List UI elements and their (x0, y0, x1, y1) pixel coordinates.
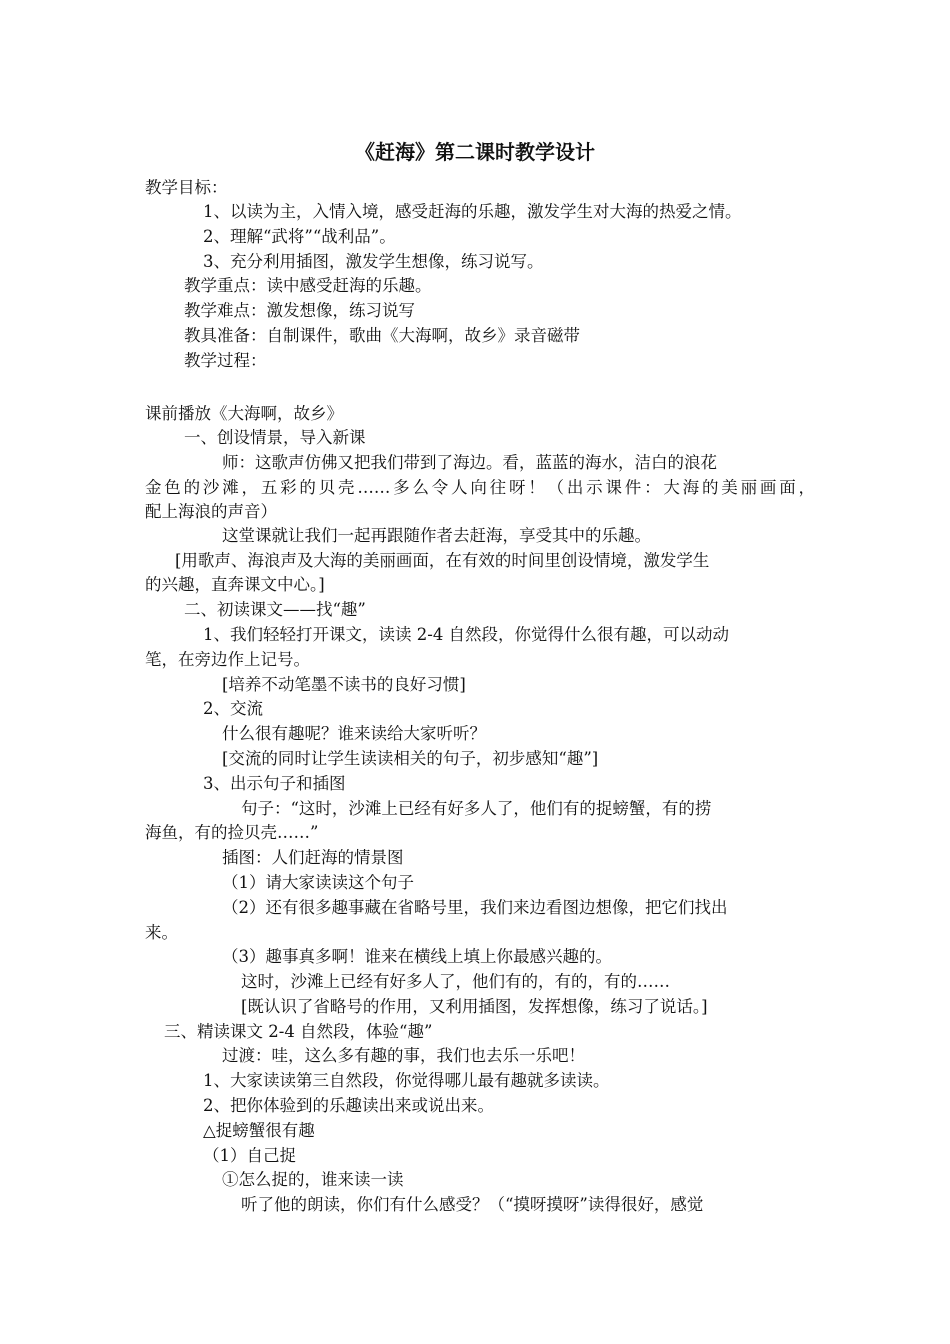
text-line: 这堂课就让我们一起再跟随作者去赶海，享受其中的乐趣。 (222, 526, 651, 545)
text-line: 课前播放《大海啊，故乡》 (145, 404, 343, 423)
text-line: 2、把你体验到的乐趣读出来或说出来。 (203, 1096, 494, 1115)
text-line: [用歌声、海浪声及大海的美丽画面，在有效的时间里创设情境，激发学生 (175, 551, 710, 570)
text-line: 一、创设情景，导入新课 (184, 428, 366, 447)
text-line: 金色的沙滩，五彩的贝壳……多么令人向往呀！（出示课件：大海的美丽画面， (145, 478, 815, 497)
text-line: （2）还有很多趣事藏在省略号里，我们来边看图边想像，把它们找出 (222, 898, 728, 917)
text-line: 1、大家读读第三自然段，你觉得哪儿最有趣就多读读。 (203, 1071, 610, 1090)
document-title: 《赶海》第二课时教学设计 (355, 140, 595, 164)
text-line: （3）趣事真多啊！谁来在横线上填上你最感兴趣的。 (222, 947, 612, 966)
text-line: 教具准备：自制课件，歌曲《大海啊，故乡》录音磁带 (184, 326, 580, 345)
text-line: [既认识了省略号的作用，又利用插图，发挥想像，练习了说话。] (241, 997, 708, 1016)
text-line: 1、以读为主，入情入境，感受赶海的乐趣，激发学生对大海的热爱之情。 (203, 202, 742, 221)
text-line: 听了他的朗读，你们有什么感受？（“摸呀摸呀”读得很好，感觉 (241, 1195, 704, 1214)
text-line: 教学目标： (145, 178, 228, 197)
text-line: 插图：人们赶海的情景图 (222, 848, 404, 867)
text-line: （1）自己捉 (203, 1146, 296, 1165)
text-line: 2、理解“武将”“战利品”。 (203, 227, 396, 246)
text-line: 教学重点：读中感受赶海的乐趣。 (184, 276, 432, 295)
text-line: 师：这歌声仿佛又把我们带到了海边。看，蓝蓝的海水，洁白的浪花 (222, 453, 717, 472)
text-line: 配上海浪的声音） (145, 502, 277, 521)
text-line: （1）请大家读读这个句子 (222, 873, 414, 892)
text-line: 这时，沙滩上已经有好多人了，他们有的，有的，有的…… (241, 972, 670, 991)
text-line: 3、充分利用插图，激发学生想像，练习说写。 (203, 252, 544, 271)
text-line: 3、出示句子和插图 (203, 774, 346, 793)
text-line: 过渡：哇，这么多有趣的事，我们也去乐一乐吧！ (222, 1046, 585, 1065)
text-line: 来。 (145, 923, 178, 942)
text-line: 什么很有趣呢？谁来读给大家听听？ (222, 724, 486, 743)
text-line: 笔，在旁边作上记号。 (145, 650, 310, 669)
text-line: [培养不动笔墨不读书的良好习惯] (222, 675, 466, 694)
text-line: 句子：“这时，沙滩上已经有好多人了，他们有的捉螃蟹，有的捞 (241, 799, 712, 818)
text-line: 教学过程： (184, 351, 267, 370)
text-line: 教学难点：激发想像，练习说写 (184, 301, 415, 320)
text-line: 三、精读课文 2-4 自然段，体验“趣” (164, 1022, 433, 1041)
text-line: ①怎么捉的，谁来读一读 (222, 1170, 404, 1189)
text-line: 海鱼，有的捡贝壳……” (145, 823, 319, 842)
text-line: [交流的同时让学生读读相关的句子，初步感知“趣”] (222, 749, 599, 768)
text-line: △捉螃蟹很有趣 (203, 1121, 315, 1140)
text-line: 1、我们轻轻打开课文，读读 2-4 自然段，你觉得什么很有趣，可以动动 (203, 625, 730, 644)
text-line: 二、初读课文——找“趣” (184, 600, 366, 619)
text-line: 2、交流 (203, 699, 263, 718)
text-line: 的兴趣，直奔课文中心。] (145, 575, 325, 594)
